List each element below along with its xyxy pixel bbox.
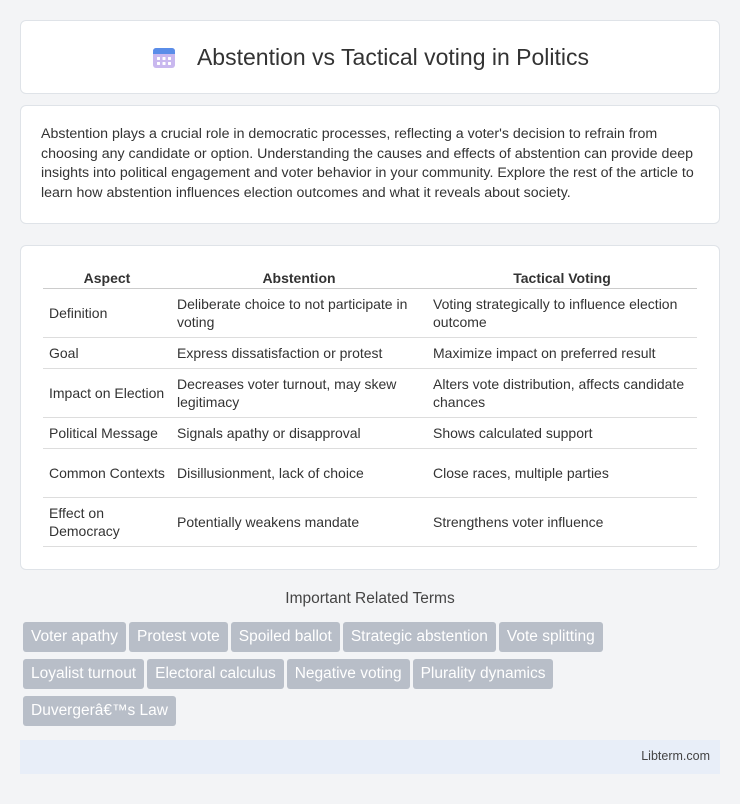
row-tactical: Shows calculated support: [427, 418, 697, 449]
calendar-icon: [151, 44, 177, 70]
related-terms-list: [23, 622, 723, 733]
row-tactical: Close races, multiple parties: [427, 449, 697, 498]
row-abstention: Decreases voter turnout, may skew legitimacy: [171, 369, 427, 418]
footer-brand-link[interactable]: Libterm.com: [641, 749, 710, 763]
header-abstention: Abstention: [171, 266, 427, 289]
table-row: [43, 498, 697, 547]
term-tag[interactable]: Negative voting: [287, 659, 410, 689]
table-row: [43, 338, 697, 369]
row-abstention: Signals apathy or disapproval: [171, 418, 427, 449]
page-title: Abstention vs Tactical voting in Politics: [196, 43, 590, 70]
table-row: [43, 289, 697, 338]
term-tag[interactable]: Spoiled ballot: [231, 622, 340, 652]
term-tag[interactable]: Loyalist turnout: [23, 659, 144, 689]
table-header-row: [43, 266, 697, 289]
related-terms-title: Important Related Terms: [285, 590, 455, 607]
header-aspect: Aspect: [43, 266, 171, 289]
row-tactical: Strengthens voter influence: [427, 498, 697, 547]
comparison-card: [20, 245, 720, 570]
row-abstention: Express dissatisfaction or protest: [171, 338, 427, 369]
table-row: [43, 449, 697, 498]
table-row: [43, 418, 697, 449]
term-tag[interactable]: Plurality dynamics: [413, 659, 554, 689]
row-aspect: Impact on Election: [43, 369, 171, 418]
row-tactical: Alters vote distribution, affects candidate chances: [427, 369, 697, 418]
term-tag[interactable]: Vote splitting: [499, 622, 603, 652]
term-tag[interactable]: Duvergerâ€™s Law: [23, 696, 176, 726]
footer: [20, 740, 720, 774]
intro-text: Abstention plays a crucial role in democratic processes, reflecting a voter's decision to refrain from choosing any candidate or option. Understanding the causes and effects of abstention can provide deep insights into political engagement and voter behavior in your community. Explore the rest of the article to learn how abstention influences election outcomes and what it reveals about society.: [41, 126, 694, 201]
term-tag[interactable]: Voter apathy: [23, 622, 126, 652]
row-aspect: Common Contexts: [43, 449, 171, 498]
header-card: [20, 20, 720, 94]
term-tag[interactable]: Strategic abstention: [343, 622, 496, 652]
intro-card: [20, 105, 720, 224]
row-tactical: Maximize impact on preferred result: [427, 338, 697, 369]
row-aspect: Goal: [43, 338, 171, 369]
row-aspect: Effect on Democracy: [43, 498, 171, 547]
row-aspect: Definition: [43, 289, 171, 338]
comparison-table: [43, 266, 697, 547]
row-aspect: Political Message: [43, 418, 171, 449]
row-abstention: Deliberate choice to not participate in voting: [171, 289, 427, 338]
header-tactical-voting: Tactical Voting: [427, 266, 697, 289]
term-tag[interactable]: Electoral calculus: [147, 659, 284, 689]
row-abstention: Disillusionment, lack of choice: [171, 449, 427, 498]
row-tactical: Voting strategically to influence election outcome: [427, 289, 697, 338]
table-row: [43, 369, 697, 418]
row-abstention: Potentially weakens mandate: [171, 498, 427, 547]
term-tag[interactable]: Protest vote: [129, 622, 228, 652]
